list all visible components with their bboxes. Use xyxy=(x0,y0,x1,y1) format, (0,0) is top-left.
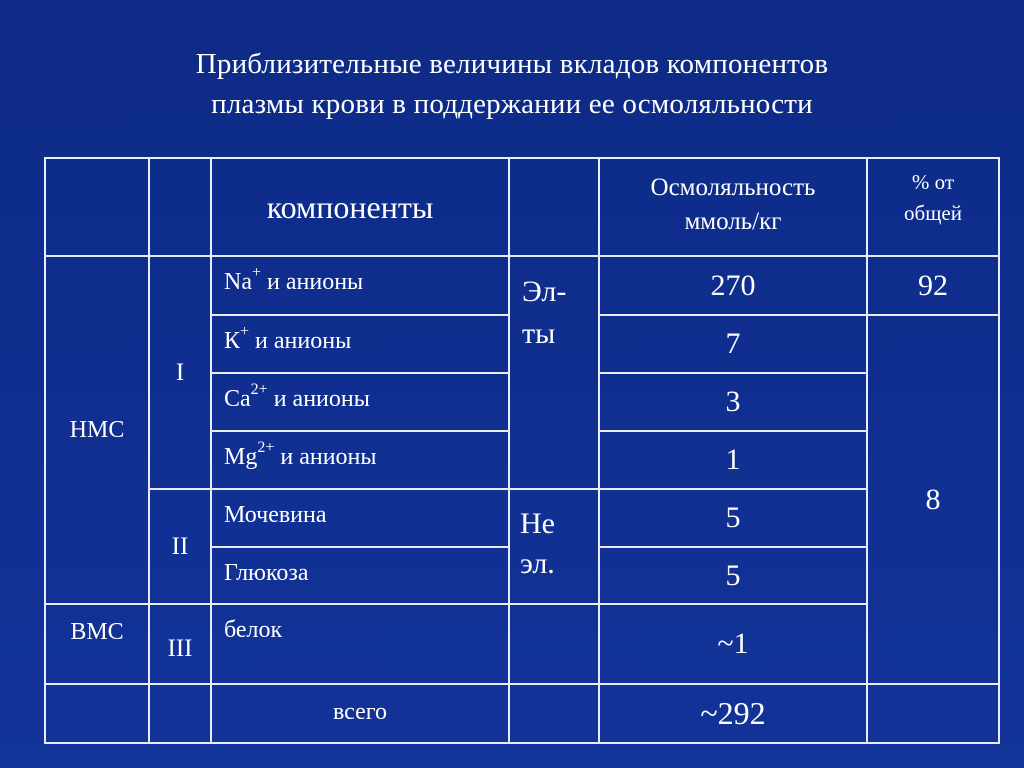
header-osmolality xyxy=(599,158,867,256)
osmolality-value: 3 xyxy=(599,373,867,431)
table-row xyxy=(45,489,999,547)
component-k xyxy=(211,315,509,373)
component-ca xyxy=(211,373,509,431)
class-i: I xyxy=(149,256,211,489)
osmolality-value: 5 xyxy=(599,489,867,547)
total-value: ~292 xyxy=(599,684,867,743)
table-row xyxy=(45,256,999,315)
osmolality-table xyxy=(44,157,1000,744)
osmolality-value: 5 xyxy=(599,547,867,604)
title-line-1: Приблизительные величины вкладов компонентов xyxy=(195,48,829,80)
header-percent-line1: % от xyxy=(911,170,955,194)
component-charge: + xyxy=(251,264,262,281)
electrolytes-line1: Эл- xyxy=(522,275,567,308)
component-urea xyxy=(211,489,509,547)
class-iii: III xyxy=(149,604,211,684)
group-vmc: ВМС xyxy=(45,604,149,684)
nonelectrolytes-line2: эл. xyxy=(520,547,555,580)
component-suffix: и анионы xyxy=(274,444,377,470)
component-suffix: и анионы xyxy=(249,328,352,354)
component-mg xyxy=(211,431,509,489)
header-empty-cell-1 xyxy=(45,158,149,256)
title-line-2: плазмы крови в поддержании ее осмоляльности xyxy=(211,88,813,120)
header-percent-line2: общей xyxy=(904,201,962,225)
electrolytes-line2: ты xyxy=(522,317,556,350)
component-symbol: Mg xyxy=(224,444,258,470)
header-percent xyxy=(867,158,999,256)
osmolality-value: 1 xyxy=(599,431,867,489)
nonelectrolytes-label xyxy=(509,489,599,604)
empty-cell xyxy=(45,684,149,743)
component-charge: + xyxy=(240,323,250,340)
total-label: всего xyxy=(211,684,509,743)
class-ii: II xyxy=(149,489,211,604)
component-name: белок xyxy=(224,617,283,643)
component-name: Глюкоза xyxy=(224,560,309,586)
slide-title xyxy=(0,44,1024,124)
empty-cell xyxy=(509,684,599,743)
empty-cell xyxy=(509,604,599,684)
header-empty-cell-3 xyxy=(509,158,599,256)
header-row xyxy=(45,158,999,256)
component-glucose xyxy=(211,547,509,604)
percent-na: 92 xyxy=(867,256,999,315)
osmolality-value: 270 xyxy=(599,256,867,315)
header-empty-cell-2 xyxy=(149,158,211,256)
component-name: Мочевина xyxy=(224,502,327,528)
component-symbol: Ca xyxy=(224,386,251,412)
component-protein xyxy=(211,604,509,684)
component-symbol: К xyxy=(224,328,241,354)
component-suffix: и анионы xyxy=(261,269,364,295)
header-osmolality-line2: ммоль/кг xyxy=(684,208,782,235)
component-symbol: Na xyxy=(224,269,252,295)
total-row xyxy=(45,684,999,743)
table-row xyxy=(45,604,999,684)
percent-others: 8 xyxy=(867,315,999,684)
osmolality-value: ~1 xyxy=(599,604,867,684)
component-charge: 2+ xyxy=(257,439,275,456)
empty-cell xyxy=(867,684,999,743)
component-na xyxy=(211,256,509,315)
header-osmolality-line1: Осмоляльность xyxy=(650,174,816,201)
header-components: компоненты xyxy=(211,158,509,256)
component-suffix: и анионы xyxy=(267,386,370,412)
component-charge: 2+ xyxy=(250,381,268,398)
empty-cell xyxy=(149,684,211,743)
osmolality-value: 7 xyxy=(599,315,867,373)
nonelectrolytes-line1: Не xyxy=(520,507,555,540)
group-nmc: НМС xyxy=(45,256,149,604)
electrolytes-label xyxy=(509,256,599,489)
